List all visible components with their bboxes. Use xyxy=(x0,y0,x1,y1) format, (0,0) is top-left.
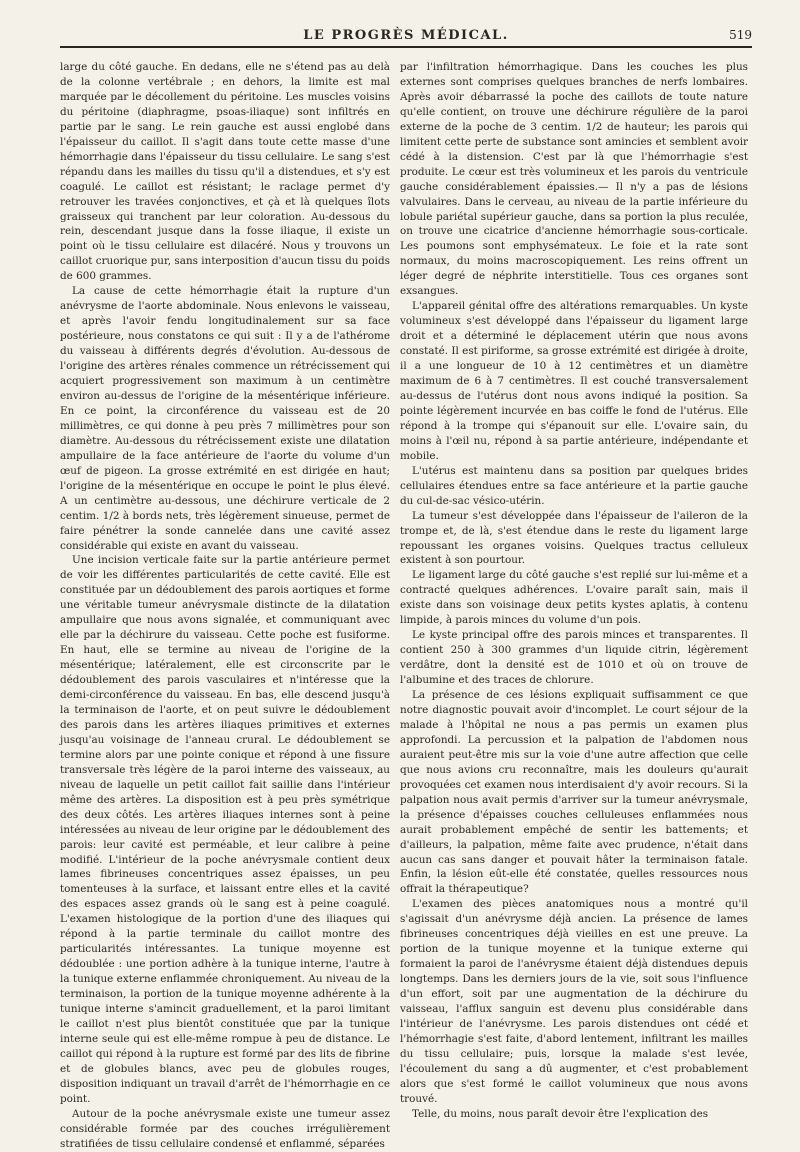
journal-title: LE PROGRÈS MÉDICAL. xyxy=(303,28,509,43)
paragraph: L'examen des pièces anatomiques nous a montré qu'il s'agissait d'un anévrysme déjà ancien. La présence de lames fibrineuses concentriques déjà vieilles en est une preuve. La portion de la tunique moyenne et la tunique externe qui formaient la paroi de l'anévrysme étaient déjà distendues depuis longtemps. Dans les derniers jours de la vie, soit sous l'influence d'un effort, soit par une augmentation de la déchirure du vaisseau, l'afflux sanguin est devenu plus considérable dans l'intérieur de l'anévrysme. Les parois distendues ont cédé et l'hémorrhagie s'est faite, d'abord lentement, infiltrant les mailles du tissu cellulaire; puis, lorsque la malade s'est levée, l'écoulement du sang a dû augmenter, et c'est probablement alors que s'est formé le caillot volumineux que nous avons trouvé. xyxy=(400,898,748,1105)
paragraph: L'utérus est maintenu dans sa position par quelques brides cellulaires étendues entre sa face antérieure et la partie gauche du cul-de-sac vésico-utérin. xyxy=(400,464,748,507)
paragraph: Autour de la poche anévrysmale existe une tumeur assez considérable formée par des couches irrégulièrement stratifiées de tissu cellulaire condensé et enflammé, séparées xyxy=(60,1107,390,1150)
paragraph: La présence de ces lésions expliquait suffisamment ce que notre diagnostic pouvait avoir d'incomplet. Le court séjour de la malade à l'hôpital ne nous a pas permis un examen plus approfondi. La percussion et la palpation de l'abdomen nous auraient peut-être mis sur la voie d'une autre affection que celle que nous avions cru reconnaître, mais les douleurs qu'aurait provoquées cet examen nous interdisaient d'y avoir recours. Si la palpation nous avait permis d'arriver sur la tumeur anévrysmale, la présence d'épaisses couches celluleuses enflammées nous aurait probablement empêché de sentir les battements; et d'ailleurs, la palpation, même faite avec prudence, n'était dans aucun cas sans danger et pouvait hâter la terminaison fatale. Enfin, la lésion eût-elle été constatée, quelles ressources nous offrait la thérapeutique? xyxy=(400,689,748,896)
paragraph: par l'infiltration hémorrhagique. Dans les couches les plus externes sont comprises quelques branches de nerfs lombaires. Après avoir débarrassé la poche des caillots de toute nature qu'elle contient, on trouve une déchirure régulière de la paroi externe de la poche de 3 centim. 1/2 de hauteur; les parois qui limitent cette perte de substance sont amincies et semblent avoir cédé à la distension. C'est par là que l'hémorrhagie s'est produite. Le cœur est très volumineux et les parois du ventricule gauche considérablement épaissies.— Il n'y a pas de lésions valvulaires. Dans le cerveau, au niveau de la partie inférieure du lobule pariétal supérieur gauche, dans sa portion la plus reculée, on trouve une cicatrice d'ancienne hémorrhagie sous-corticale. Les poumons sont emphysémateux. Le foie et la rate sont normaux, du moins macroscopiquement. Les reins offrent un léger degré de néphrite interstitielle. Tous ces organes sont exsangues. xyxy=(400,61,748,298)
paragraph: La cause de cette hémorrhagie était la rupture d'un anévrysme de l'aorte abdominale. Nous enlevons le vaisseau, et après l'avoir fendu longitudinalement sur sa face postérieure, nous constatons ce qui suit : Il y a de l'athérome du vaisseau à différents degrés d'évolution. Au-dessous de l'origine des artères rénales commence un rétrécissement qui acquiert progressivement son maximum à un centimètre environ au-dessus de l'origine de la mésentérique inférieure. En ce point, la circonférence du vaisseau est de 20 millimètres, ce qui donne à peu près 7 millimètres pour son diamètre. Au-dessous du rétrécissement existe une dilatation ampullaire de la face antérieure de l'aorte du volume d'un œuf de pigeon. La grosse extrémité en est dirigée en haut; l'origine de la mésentérique en occupe le point le plus élevé. A un centimètre au-dessous, une déchirure verticale de 2 centim. 1/2 à bords nets, très légèrement sinueuse, permet de faire pénétrer la sonde cannelée dans une cavité assez considérable qui existe en avant du vaisseau. xyxy=(60,285,390,552)
paragraph: Telle, du moins, nous paraît devoir être l'explication des xyxy=(412,1107,709,1120)
paragraph: Le kyste principal offre des parois minces et transparentes. Il contient 250 à 300 grammes d'un liquide citrin, légèrement verdâtre, dont la densité est de 1010 et où on trouve de l'albumine et des traces de chlorure. xyxy=(400,629,748,687)
page-number: 519 xyxy=(729,28,752,42)
running-header xyxy=(60,24,752,54)
paragraph: large du côté gauche. En dedans, elle ne s'étend pas au delà de la colonne vertébrale ; en dehors, la limite est mal marquée par le décollement du péritoine. Les muscles voisins du péritoine (diaphragme, psoas-iliaque) sont infiltrés en partie par le sang. Le rein gauche est aussi englobé dans l'épaisseur du caillot. Il s'agit dans toute cette masse d'une hémorrhagie dans l'épaisseur du tissu cellulaire. Le sang s'est répandu dans les mailles du tissu qu'il a distendues, et s'y est coagulé. Le caillot est résistant; le raclage permet d'y retrouver les travées conjonctives, et çà et là quelques îlots graisseux qui tranchent par leur coloration. Au-dessous du rein, descendant jusque dans la fosse iliaque, il existe un point où le tissu cellulaire est dilacéré. Nous y trouvons un caillot cruorique pur, sans interposition d'aucun tissu du poids de 600 grammes. xyxy=(60,61,390,283)
left-column xyxy=(60,60,390,1150)
paragraph: La tumeur s'est développée dans l'épaisseur de l'aileron de la trompe et, de là, s'est étendue dans le reste du ligament large repoussant les organes voisins. Quelques tractus celluleux existent à son pourtour. xyxy=(400,509,748,567)
right-column xyxy=(400,60,748,1120)
paragraph: Une incision verticale faite sur la partie antérieure permet de voir les différentes particularités de cette cavité. Elle est constituée par un dédoublement des parois aortiques et forme une véritable tumeur anévrysmale distincte de la dilatation ampullaire que nous avons signalée, et communiquant avec elle par la déchirure du vaisseau. Cette poche est fusiforme. En haut, elle se termine au niveau de l'origine de la mésentérique; latéralement, elle est circonscrite par le dédoublement des parois vasculaires et n'intéresse que la demi-circonférence du vaisseau. En bas, elle descend jusqu'à la terminaison de l'aorte, et on peut suivre le dédoublement des parois dans les artères iliaques primitives et externes jusqu'au voisinage de l'anneau crural. Le dédoublement se termine alors par une pointe conique et répond à une fissure transversale très légère de la paroi interne des vaisseaux, au niveau de laquelle un petit caillot fait saillie dans l'intérieur même des artères. La disposition est à peu près symétrique des deux côtés. Les artères iliaques internes sont à peine intéressées au niveau de leur origine par le dédoublement des parois: leur cavité est perméable, et leur calibre à peine modifié. L'intérieur de la poche anévrysmale contient deux lames fibrineuses concentriques assez épaisses, un peu tomenteuses à la surface, et laissant entre elles et la cavité des espaces assez grands où le sang est à peine coagulé. L'examen histologique de la portion d'une des iliaques qui répond à la partie terminale du caillot montre des particularités intéressantes. La tunique moyenne est dédoublée : une portion adhère à la tunique interne, l'autre à la tunique externe enflammée chroniquement. Au niveau de la terminaison, la portion de la tunique moyenne adhérente à la tunique interne s'amincit graduellement, et la paroi limitant le caillot n'est plus bientôt constituée que par la tunique interne seule qui est elle-même rompue à peu de distance. Le caillot qui répond à la rupture est formé par des lits de fibrine et de globules blancs, avec peu de globules rouges, disposition indiquant un travail d'arrêt de l'hémorrhagie en ce point. xyxy=(60,554,390,1105)
paragraph: Le ligament large du côté gauche s'est replié sur lui-même et a contracté quelques adhérences. L'ovaire paraît sain, mais il existe dans son voisinage deux petits kystes aplatis, à contenu limpide, à parois minces du volume d'un pois. xyxy=(400,569,748,627)
paragraph: L'appareil génital offre des altérations remarquables. Un kyste volumineux s'est développé dans l'épaisseur du ligament large droit et a déterminé le déplacement utérin que nous avons constaté. Il est piriforme, sa grosse extrémité est dirigée à droite, il a une longueur de 10 à 12 centimètres et un diamètre maximum de 6 à 7 centimètres. Il est couché transversalement au-dessus de l'utérus dont nous avons indiqué la position. Sa pointe légèrement incurvée en bas coiffe le fond de l'utérus. Elle répond à la trompe qui s'épanouit sur elle. L'ovaire sain, du moins à l'œil nu, répond à sa partie antérieure, indépendante et mobile. xyxy=(400,300,748,462)
header-rule xyxy=(60,46,752,48)
